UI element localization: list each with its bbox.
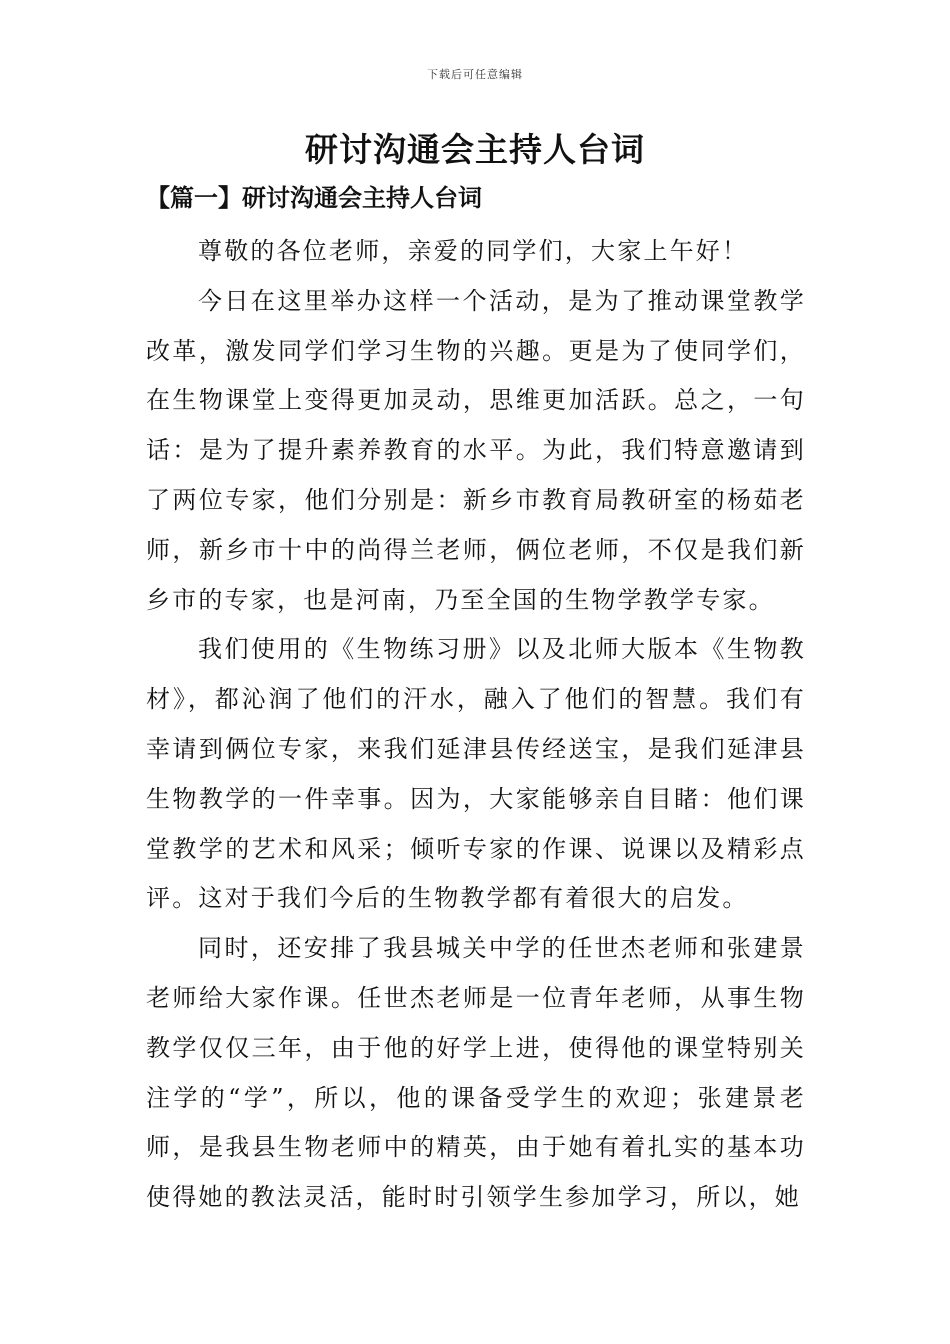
- section-heading: 【篇一】研讨沟通会主持人台词: [146, 183, 482, 212]
- header-note: 下载后可任意编辑: [427, 68, 523, 81]
- paragraph-experts: 我们使用的《生物练习册》以及北师大版本《生物教材》，都沁润了他们的汗水，融入了他们的智慧。我们有幸请到俩位专家，来我们延津县传经送宝，是我们延津县生物教学的一件幸事。因为，大家能够亲自目睹：他们课堂教学的艺术和风采；倾听专家的作课、说课以及精彩点评。这对于我们今后的生物教学都有着很大的启发。: [146, 635, 806, 913]
- body-text: [146, 227, 806, 1223]
- paragraph-greeting: 尊敬的各位老师，亲爱的同学们，大家上午好！: [198, 237, 749, 265]
- paragraph-teachers: 同时，还安排了我县城关中学的任世杰老师和张建景老师给大家作课。任世杰老师是一位青年老师，从事生物教学仅仅三年，由于他的好学上进，使得他的课堂特别关注学的“学”，所以，他的课备受学生的欢迎；张建景老师，是我县生物老师中的精英，由于她有着扎实的基本功使得她的教法灵活，能时时引领学生参加学习，所以，她: [146, 934, 806, 1212]
- paragraph-purpose: 今日在这里举办这样一个活动，是为了推动课堂教学改革，激发同学们学习生物的兴趣。更是为了使同学们，在生物课堂上变得更加灵动，思维更加活跃。总之，一句话：是为了提升素养教育的水平。为此，我们特意邀请到了两位专家，他们分别是：新乡市教育局教研室的杨茹老师，新乡市十中的尚得兰老师，俩位老师，不仅是我们新乡市的专家，也是河南，乃至全国的生物学教学专家。: [146, 286, 806, 614]
- document-title: 研讨沟通会主持人台词: [305, 130, 645, 169]
